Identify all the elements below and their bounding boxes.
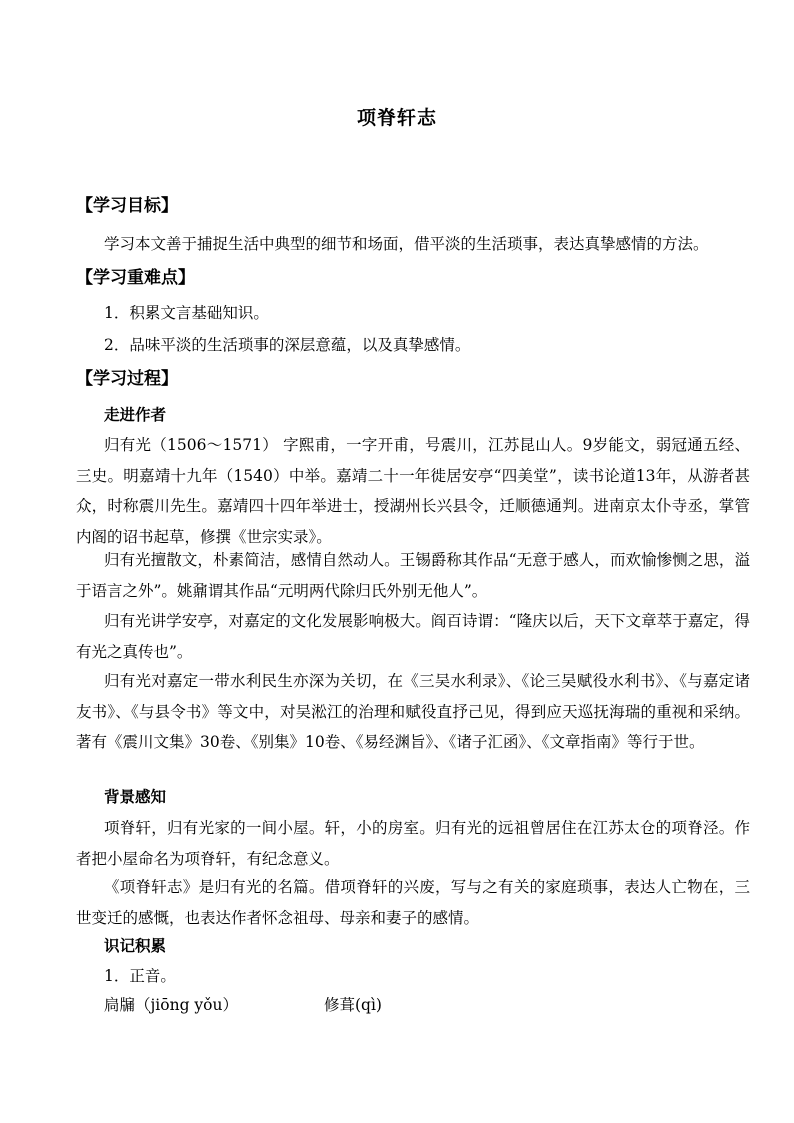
goals-text: 学习本文善于捕捉生活中典型的细节和场面，借平淡的生活琐事，表达真挚感情的方法。	[104, 235, 709, 253]
author-paragraph: 归有光讲学安亭，对嘉定的文化发展影响极大。阎百诗谓：“隆庆以后，天下文章萃于嘉定，得有光之真传也”。	[76, 612, 750, 661]
process-heading: 【学习过程】	[76, 369, 178, 389]
author-paragraph: 归有光对嘉定一带水利民生亦深为关切，在《三吴水利录》、《论三吴赋役水利书》、《与嘉定诸友书》、《与县令书》等文中，对吴淞江的治理和赋役直抒己见，得到应天巡抚海瑞的重视和采纳。著有《震川文集》30卷、《别集》10卷、《易经渊旨》、《诸子汇函》、《文章指南》等行于世。	[76, 672, 750, 751]
accumulation-item: 1．正音。	[104, 967, 176, 985]
goals-heading: 【学习目标】	[76, 196, 178, 216]
background-heading: 背景感知	[104, 788, 167, 806]
pinyin-entry: 扃牖（jiōng yǒu）	[104, 996, 238, 1014]
page-title: 项脊轩志	[356, 107, 437, 129]
pinyin-entry: 修葺(qì)	[324, 996, 382, 1014]
key-points-heading: 【学习重难点】	[76, 268, 195, 288]
key-point-item: 1．积累文言基础知识。	[104, 304, 269, 322]
author-heading: 走进作者	[104, 406, 167, 424]
author-paragraph: 归有光（1506～1571） 字熙甫，一字开甫，号震川，江苏昆山人。9岁能文，弱冠通五经、三史。明嘉靖十九年（1540）中举。嘉靖二十一年徙居安亭“四美堂”，读书论道13年，从游者甚众，时称震川先生。嘉靖四十四年举进士，授湖州长兴县令，迁顺德通判。进南京太仆寺丞，掌管内阁的诏书起草，修撰《世宗实录》。	[76, 436, 750, 546]
accumulation-heading: 识记积累	[104, 937, 167, 955]
background-paragraph: 项脊轩，归有光家的一间小屋。轩，小的房室。归有光的远祖曾居住在江苏太仓的项脊泾。作者把小屋命名为项脊轩，有纪念意义。	[76, 819, 750, 868]
author-paragraph: 归有光擅散文，朴素简洁，感情自然动人。王锡爵称其作品“无意于感人，而欢愉惨恻之思，溢于语言之外”。姚鼐谓其作品“元明两代除归氏外别无他人”。	[76, 551, 750, 600]
key-point-item: 2．品味平淡的生活琐事的深层意蕴，以及真挚感情。	[104, 336, 471, 354]
background-paragraph: 《项脊轩志》是归有光的名篇。借项脊轩的兴废，写与之有关的家庭琐事，表达人亡物在，三世变迁的感慨，也表达作者怀念祖母、母亲和妻子的感情。	[76, 878, 750, 927]
